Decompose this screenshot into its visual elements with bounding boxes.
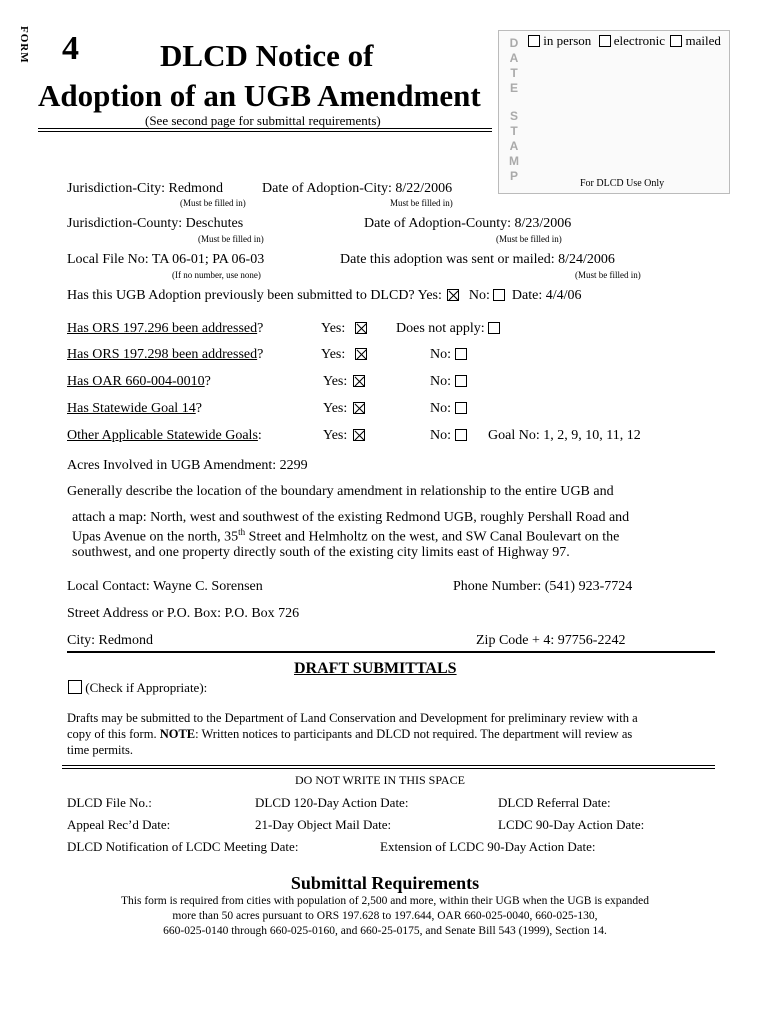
previous-no-label: No: [468, 288, 490, 303]
check-suffix: ? [257, 347, 264, 362]
check-yes-checkbox[interactable] [353, 402, 365, 414]
drafts-paragraph: Drafts may be submitted to the Department of Land Conservation and Development for preliminary review with a copy of this form. NOTE: Written notices to participants and DLCD not required. The department will review as time permits. [67, 711, 638, 757]
check-label: Other Applicable Statewide Goals [67, 428, 258, 443]
must-fill-note: (Must be filled in) [198, 234, 264, 244]
lcdc-90-day-date: LCDC 90-Day Action Date: [498, 817, 645, 832]
jurisdiction-city: Jurisdiction-City: Redmond [67, 181, 223, 196]
stamp-letter: D [509, 36, 519, 50]
check-yes-label: Yes: [321, 321, 346, 336]
electronic-checkbox[interactable] [599, 35, 611, 47]
check-alt-checkbox[interactable] [488, 322, 500, 334]
office-rule-2 [62, 768, 715, 769]
header-rule-2 [38, 131, 492, 132]
previous-yes-checkbox[interactable] [447, 289, 459, 301]
do-not-write-label: DO NOT WRITE IN THIS SPACE [295, 773, 465, 787]
check-suffix: : [257, 428, 262, 443]
check-alt-label: Does not apply: [396, 321, 485, 336]
check-label: Has ORS 197.296 been addressed [67, 321, 258, 336]
mailed-label: mailed [685, 33, 721, 48]
stamp-letter: E [509, 81, 518, 95]
acres-involved: Acres Involved in UGB Amendment: 2299 [67, 458, 308, 473]
check-alt-checkbox[interactable] [455, 402, 467, 414]
must-fill-note: (Must be filled in) [496, 234, 562, 244]
date-adoption-city: Date of Adoption-City: 8/22/2006 [262, 181, 453, 196]
check-alt-label: No: [430, 428, 451, 443]
check-alt-checkbox[interactable] [455, 348, 467, 360]
zip-code: Zip Code + 4: 97756-2242 [476, 633, 626, 648]
mailed-checkbox[interactable] [670, 35, 682, 47]
check-yes-label: Yes: [323, 428, 348, 443]
action-120-day: DLCD 120-Day Action Date: [255, 795, 409, 810]
check-yes-label: Yes: [323, 374, 348, 389]
form-title-line2: Adoption of an UGB Amendment [38, 78, 481, 113]
stamp-letter: P [509, 169, 518, 183]
check-yes-checkbox[interactable] [355, 348, 367, 360]
form-number: 4 [62, 30, 79, 67]
appeal-received-date: Appeal Rec’d Date: [67, 817, 171, 832]
lcdc-meeting-date: DLCD Notification of LCDC Meeting Date: [67, 839, 299, 854]
referral-date: DLCD Referral Date: [498, 795, 611, 810]
dlcd-file-no: DLCD File No.: [67, 795, 152, 810]
check-label: Has OAR 660-004-0010 [67, 374, 205, 389]
local-file-number: Local File No: TA 06-01; PA 06-03 [67, 252, 265, 267]
describe-prompt: Generally describe the location of the boundary amendment in relationship to the entire UGB and [67, 484, 614, 499]
check-row [67, 321, 263, 337]
phone-number: Phone Number: (541) 923-7724 [453, 579, 633, 594]
in-person-label: in person [543, 33, 592, 48]
submittal-heading: Submittal Requirements [290, 873, 480, 893]
city: City: Redmond [67, 633, 153, 648]
submittal-paragraph: This form is required from cities with population of 2,500 and more, within their UGB when the UGB is expanded more than 50 acres pursuant to ORS 197.628 to 197.644, OAR 660-025-0040, 660-025-130, 660-025-0140 through 660-025-0160, and 660-25-0175, and Senate Bill 543 (1999), Section 14. [121, 895, 649, 937]
check-yes-label: Yes: [323, 401, 348, 416]
electronic-label: electronic [613, 33, 666, 48]
draft-heading: DRAFT SUBMITTALS [294, 660, 457, 677]
check-yes-checkbox[interactable] [353, 375, 365, 387]
local-contact: Local Contact: Wayne C. Sorensen [67, 579, 263, 594]
check-row [67, 401, 202, 417]
must-fill-note: Must be filled in) [390, 198, 453, 208]
previous-no-checkbox[interactable] [493, 289, 505, 301]
street-address: Street Address or P.O. Box: P.O. Box 726 [67, 606, 300, 621]
stamp-letter: S [509, 109, 518, 123]
check-row [67, 374, 211, 390]
describe-line: southwest, and one property directly south of the existing city limits east of Highway 97. [72, 545, 570, 560]
object-mail-date: 21-Day Object Mail Date: [255, 817, 392, 832]
previous-submission-question: Has this UGB Adoption previously been submitted to DLCD? Yes: [67, 288, 442, 303]
check-suffix: ? [195, 401, 202, 416]
check-label: Has Statewide Goal 14 [67, 401, 196, 416]
check-if-label: (Check if Appropriate): [85, 680, 208, 695]
must-fill-note: (Must be filled in) [180, 198, 246, 208]
stamp-letter: A [509, 51, 519, 65]
jurisdiction-county: Jurisdiction-County: Deschutes [67, 216, 244, 231]
draft-checkbox[interactable] [68, 680, 82, 694]
check-alt-checkbox[interactable] [455, 375, 467, 387]
check-alt-label: No: [430, 347, 451, 362]
stamp-letter: T [510, 66, 518, 80]
extension-date: Extension of LCDC 90-Day Action Date: [380, 839, 596, 854]
check-alt-label: No: [430, 374, 451, 389]
describe-line: Upas Avenue on the north, 35th Street and Helmholtz on the west, and SW Canal Boulevart on the [72, 527, 620, 545]
stamp-letter: T [510, 124, 518, 138]
previous-date: Date: 4/4/06 [511, 288, 582, 303]
must-fill-note: (Must be filled in) [575, 270, 641, 280]
for-dlcd-use-label: For DLCD Use Only [580, 178, 665, 189]
check-row [67, 428, 262, 444]
check-suffix: ? [204, 374, 211, 389]
in-person-checkbox[interactable] [528, 35, 540, 47]
date-stamp-letters [507, 36, 521, 184]
goal-numbers: Goal No: 1, 2, 9, 10, 11, 12 [488, 428, 641, 443]
check-yes-label: Yes: [321, 347, 346, 362]
form-subtitle: (See second page for submittal requirements) [145, 113, 381, 128]
stamp-letter: A [509, 139, 519, 153]
check-alt-label: No: [430, 401, 451, 416]
check-alt-checkbox[interactable] [455, 429, 467, 441]
stamp-letter: M [509, 154, 519, 168]
date-stamp-box [498, 30, 730, 194]
header-rule-1 [38, 128, 492, 129]
check-row [67, 347, 263, 363]
date-adoption-county: Date of Adoption-County: 8/23/2006 [364, 216, 572, 231]
form-code: FORM [18, 26, 30, 64]
check-yes-checkbox[interactable] [355, 322, 367, 334]
describe-line: attach a map: North, west and southwest of the existing Redmond UGB, roughly Pershall Road and [72, 510, 630, 525]
check-yes-checkbox[interactable] [353, 429, 365, 441]
office-rule-1 [62, 765, 715, 766]
check-label: Has ORS 197.298 been addressed [67, 347, 258, 362]
contact-rule [67, 651, 715, 653]
check-suffix: ? [257, 321, 264, 336]
date-sent: Date this adoption was sent or mailed: 8/24/2006 [340, 252, 615, 267]
local-file-note: (If no number, use none) [172, 270, 261, 280]
form-title-line1: DLCD Notice of [160, 38, 374, 73]
